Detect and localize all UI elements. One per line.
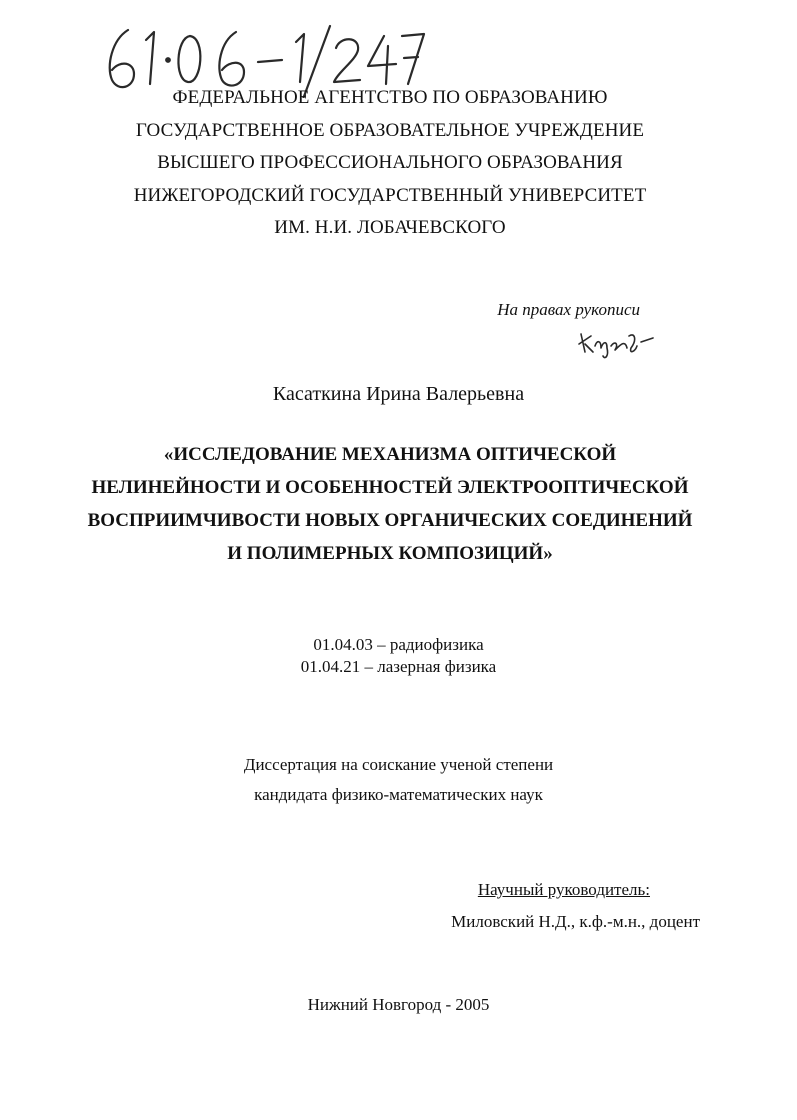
org-line: ВЫСШЕГО ПРОФЕССИОНАЛЬНОГО ОБРАЗОВАНИЯ — [157, 152, 623, 173]
title-line: НЕЛИНЕЙНОСТИ И ОСОБЕННОСТЕЙ ЭЛЕКТРООПТИЧЕСКОЙ — [91, 477, 689, 498]
degree-statement — [0, 750, 797, 810]
degree-line: Диссертация на соискание ученой степени — [243, 755, 554, 774]
title-line: И ПОЛИМЕРНЫХ КОМПОЗИЦИЙ» — [227, 543, 553, 564]
org-line: ИМ. Н.И. ЛОБАЧЕВСКОГО — [274, 217, 506, 238]
org-line: ФЕДЕРАЛЬНОЕ АГЕНТСТВО ПО ОБРАЗОВАНИЮ — [172, 87, 608, 108]
handwritten-signature — [575, 326, 655, 360]
dissertation-title — [60, 438, 720, 570]
author-name: Касаткина Ирина Валерьевна — [272, 383, 525, 405]
degree-line: кандидата физико-математических наук — [254, 785, 543, 804]
city-year: Нижний Новгород - 2005 — [307, 995, 490, 1014]
supervisor-label: Научный руководитель: — [477, 880, 650, 899]
specialty-codes — [0, 634, 797, 678]
org-line: ГОСУДАРСТВЕННОЕ ОБРАЗОВАТЕЛЬНОЕ УЧРЕЖДЕНИЕ — [135, 119, 645, 141]
rights-note: На правах рукописи — [497, 300, 640, 319]
org-line: НИЖЕГОРОДСКИЙ ГОСУДАРСТВЕННЫЙ УНИВЕРСИТЕТ — [133, 184, 647, 206]
organization-header — [80, 82, 700, 245]
title-line: ВОСПРИИМЧИВОСТИ НОВЫХ ОРГАНИЧЕСКИХ СОЕДИНЕНИЙ — [87, 510, 693, 531]
supervisor-name: Миловский Н.Д., к.ф.-м.н., доцент — [451, 912, 700, 931]
specialty-line: 01.04.03 – радиофизика — [313, 635, 484, 654]
specialty-line: 01.04.21 – лазерная физика — [300, 657, 497, 676]
title-line: «ИССЛЕДОВАНИЕ МЕХАНИЗМА ОПТИЧЕСКОЙ — [163, 444, 617, 465]
